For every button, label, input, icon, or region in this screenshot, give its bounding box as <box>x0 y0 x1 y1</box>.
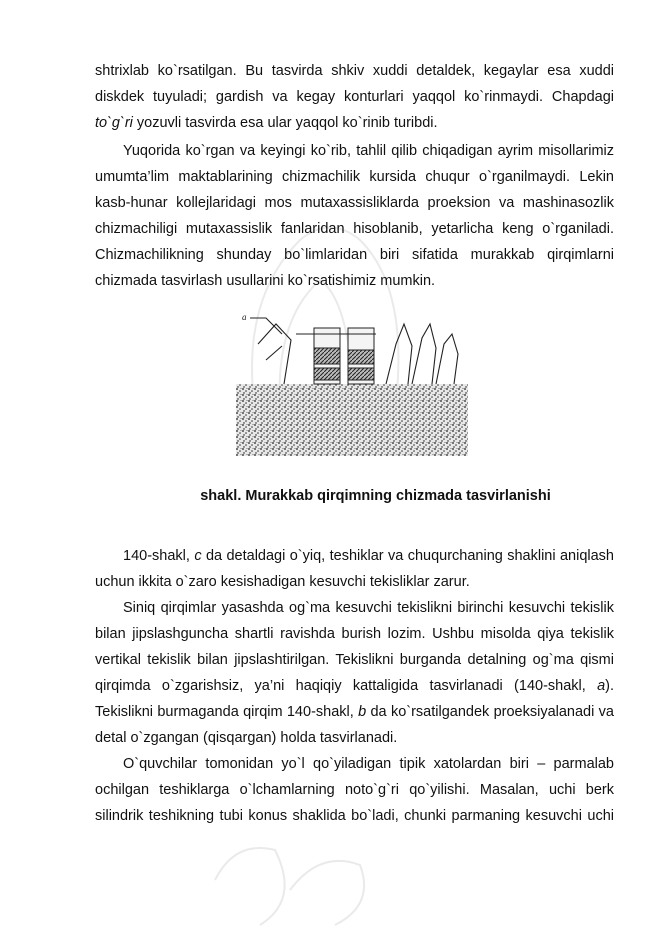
text-line: Chizmachilikning shunday bo`limlaridan biri sifatida murakkab qirqimlarni <box>95 247 614 263</box>
text-line: shtrixlab ko`rsatilgan. Bu tasvirda shkiv xuddi detaldek, kegaylar esa xuddi <box>95 63 614 79</box>
figure-caption <box>0 488 661 504</box>
italic-term: b <box>358 704 367 720</box>
text-line: chizmachiligi mutaxassislik fanlaridan hisoblanib, yetarlicha keng o`rganiladi. <box>95 221 614 237</box>
text-line: O`quvchilar tomonidan yo`l qo`yiladigan tipik xatolardan biri – parmalab <box>123 756 614 772</box>
figure-complex-section <box>236 304 468 456</box>
paragraph-3 <box>95 543 614 595</box>
text-line <box>95 699 614 725</box>
text-line: uchun ikkita o`zaro kesishadigan kesuvchi tekisliklar zarur. <box>95 574 470 590</box>
text-line: diskdek tuyuladi; gardish va kegay konturlari yaqqol ko`rinmaydi. Chapdagi <box>95 89 614 105</box>
text-line: silindrik teshikning tubi konus shaklida bo`ladi, chunki parmaning kesuvchi uchi <box>95 808 614 824</box>
text-run: da detaldagi o`yiq, teshiklar va chuqurchaning shaklini aniqlash <box>201 548 614 564</box>
text-line: vertikal tekislik bilan jipslashtirilgan. Tekislikni burganda detalning og`ma qismi <box>95 652 614 668</box>
text-line: ochilgan teshiklarga o`lchamlarning noto`g`ri qo`yilishi. Masalan, uchi berk <box>95 782 614 798</box>
text-line: kasb-hunar kollejlaridagi mos mutaxassisliklarda proeksion va mashinasozlik <box>95 195 614 211</box>
text-run: yozuvli tasvirda esa ular yaqqol ko`rinib turibdi. <box>132 115 438 131</box>
text-line: bilan jipslashguncha shartli ravishda burish lozim. Ushbu misolda qiya tekislik <box>95 626 614 642</box>
text-line: detal o`zgangan (qisqargan) holda tasvirlanadi. <box>95 730 398 746</box>
text-run: ). <box>605 678 614 694</box>
figure-label-a: a <box>242 312 247 322</box>
paragraph-4 <box>95 595 614 751</box>
paragraph-2 <box>95 138 614 294</box>
paragraph-1 <box>95 58 614 136</box>
text-line: umumta’lim maktablarining chizmachilik kursida chuqur o`rganilmaydi. Lekin <box>95 169 614 185</box>
text-line: Siniq qirqimlar yasashda og`ma kesuvchi tekislikni birinchi kesuvchi tekislik <box>123 600 614 616</box>
italic-term: a <box>597 678 606 694</box>
text-line <box>95 543 614 569</box>
text-run: da ko`rsatilgandek proeksiyalanadi va <box>366 704 614 720</box>
text-line <box>95 673 614 699</box>
italic-term: to`g`ri <box>95 115 133 131</box>
text-line: chizmada tasvirlash usullarini ko`rsatishimiz mumkin. <box>95 273 436 289</box>
italic-term: c <box>194 548 202 564</box>
base-block <box>236 384 468 456</box>
text-run: Tekislikni burmaganda qirqim 140-shakl, <box>95 704 359 720</box>
paragraph-5 <box>95 751 614 829</box>
text-line: Yuqorida ko`rgan va keyingi ko`rib, tahlil qilib chiqadigan ayrim misollarimiz <box>123 143 614 159</box>
caption-text: shakl. Murakkab qirqimning chizmada tasvirlanishi <box>200 488 551 504</box>
text-run: qirqimda o`zgarishsiz, ya’ni haqiqiy kattaligida tasvirlanadi (140-shakl, <box>95 678 598 694</box>
text-line <box>95 110 614 136</box>
text-run: 140-shakl, <box>123 548 195 564</box>
